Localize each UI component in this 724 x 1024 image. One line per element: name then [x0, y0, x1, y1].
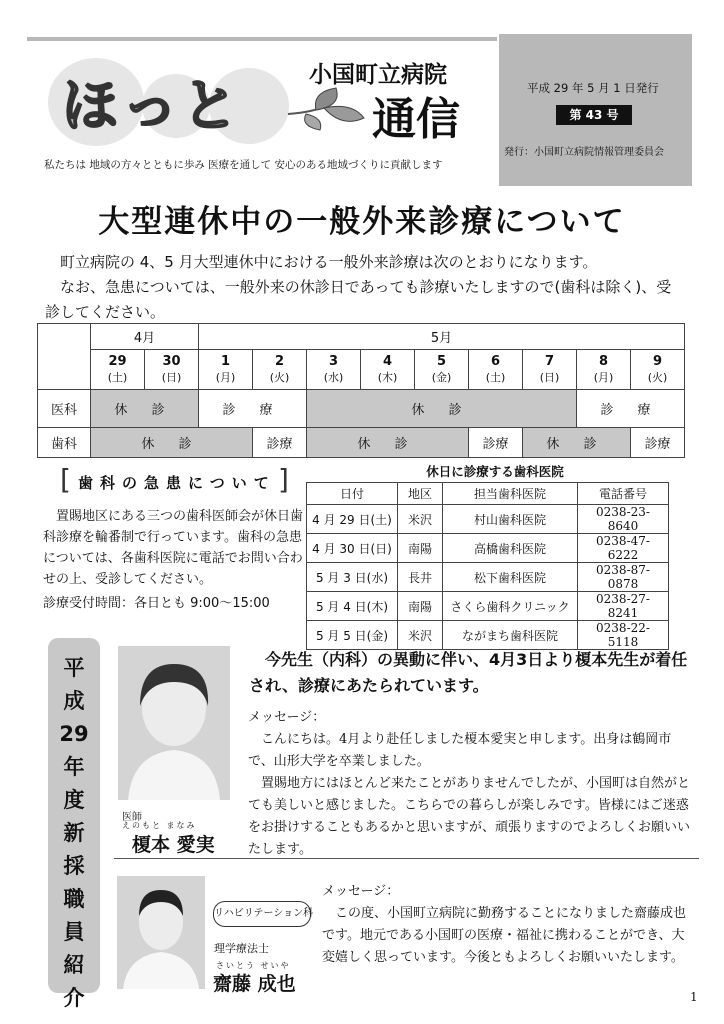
clinic-phone: 0238-27-8241 [578, 592, 669, 621]
day-date: 30 [162, 354, 181, 369]
table-row [307, 592, 669, 621]
dental-hours: 診療受付時間：各日とも 9:00～15:00 [43, 596, 270, 611]
bracket-left: [ [60, 463, 71, 496]
medical-closed-apr29-30: 休 診 [91, 390, 199, 428]
therapist-name: 齋藤 成也 [213, 973, 296, 995]
therapist-message-label: メッセージ： [322, 884, 400, 899]
therapist-message: この度、小国町立病院に勤務することになりました齋藤成也です。地元である小国町の医療・福祉に携わることができ、大変嬉しく思っています。今後ともよろしくお願いいたします。 [322, 906, 687, 965]
day-of-week: (金) [431, 371, 452, 384]
month-april: 4月 [91, 324, 199, 350]
page-title: 大型連休中の一般外来診療について [98, 204, 626, 240]
intro-line-2: なお、急患については、一般外来の休診日であっても診療いたしますので(歯科は除く)、受診してください。 [45, 278, 672, 321]
row-label-medical: 医科 [38, 390, 91, 428]
clinic-name: ながまち歯科医院 [443, 621, 578, 650]
staff-banner-text: 平 成 29 年 度 新 採 職 員 紹 介 [59, 656, 89, 1010]
table-row [307, 505, 669, 534]
day-date: 8 [598, 354, 609, 369]
day-date: 9 [652, 354, 663, 369]
day-date: 4 [382, 354, 393, 369]
clinic-area: 米沢 [398, 621, 443, 650]
clinic-name: 村山歯科医院 [443, 505, 578, 534]
publisher: 発行：小国町立病院情報管理委員会 [504, 147, 664, 158]
col-header-area: 地区 [398, 483, 443, 505]
doctor-message-p1: こんにちは。4月より赴任しました榎本愛実と申します。出身は鶴岡市で、山形大学を卒業しました。 [248, 732, 672, 769]
clinic-date: 5 月 4 日(木) [307, 592, 398, 621]
newsletter-name: 通信 [372, 94, 460, 145]
day-of-week: (土) [485, 371, 506, 384]
clinic-area: 南陽 [398, 534, 443, 563]
dental-open-may2: 診療 [253, 428, 307, 458]
month-may: 5月 [199, 324, 685, 350]
clinic-name: さくら歯科クリニック [443, 592, 578, 621]
table-corner [38, 324, 91, 390]
doctor-message-label: メッセージ： [248, 710, 326, 725]
doctor-name-ruby: えのもと まなみ [122, 821, 197, 830]
table-row [307, 563, 669, 592]
clinic-phone: 0238-22-5118 [578, 621, 669, 650]
clinic-area: 米沢 [398, 505, 443, 534]
day-date: 29 [108, 354, 127, 369]
doctor-message [248, 729, 696, 861]
day-cell [631, 350, 685, 390]
clinic-area: 長井 [398, 563, 443, 592]
leaf-icon [286, 84, 368, 134]
logo-text: ほっと [62, 74, 242, 139]
day-of-week: (木) [377, 371, 398, 384]
day-cell [361, 350, 415, 390]
day-cell [523, 350, 577, 390]
day-date: 5 [436, 354, 447, 369]
day-of-week: (水) [323, 371, 344, 384]
therapist-name-ruby: さいとう せいや [216, 961, 291, 970]
doctor-photo [118, 646, 230, 800]
day-date: 2 [274, 354, 285, 369]
dental-closed-may3-5: 休 診 [307, 428, 469, 458]
day-date: 6 [490, 354, 501, 369]
hospital-name: 小国町立病院 [309, 62, 447, 88]
clinic-name: 松下歯科医院 [443, 563, 578, 592]
dental-closed-may7-8: 休 診 [523, 428, 631, 458]
bracket-right: ] [278, 463, 289, 496]
clinic-area: 南陽 [398, 592, 443, 621]
dental-closed-apr29-may1: 休 診 [91, 428, 253, 458]
day-date: 3 [328, 354, 339, 369]
day-cell [253, 350, 307, 390]
dental-open-may6: 診療 [469, 428, 523, 458]
day-cell [307, 350, 361, 390]
dental-emergency-title: 歯科の急患について [78, 474, 276, 492]
medical-closed-may3-7: 休 診 [307, 390, 577, 428]
table-row [307, 534, 669, 563]
clinic-date: 5 月 5 日(金) [307, 621, 398, 650]
day-cell [91, 350, 145, 390]
day-cell [415, 350, 469, 390]
page-number: 1 [690, 990, 698, 1004]
col-header-clinic: 担当歯科医院 [443, 483, 578, 505]
clinic-table-title: 休日に診療する歯科医院 [426, 464, 564, 479]
col-header-phone: 電話番号 [578, 483, 669, 505]
clinic-phone: 0238-87-0878 [578, 563, 669, 592]
day-cell [577, 350, 631, 390]
day-of-week: (火) [269, 371, 290, 384]
medical-open-may8-9: 診 療 [577, 390, 685, 428]
day-cell [469, 350, 523, 390]
intro-paragraph [45, 250, 685, 325]
day-of-week: (日) [161, 371, 182, 384]
dental-open-may9: 診療 [631, 428, 685, 458]
day-of-week: (日) [539, 371, 560, 384]
medical-open-may1-2: 診 療 [199, 390, 307, 428]
clinic-date: 5 月 3 日(水) [307, 563, 398, 592]
divider [114, 858, 699, 859]
holiday-schedule-table [37, 323, 685, 458]
day-date: 7 [544, 354, 555, 369]
clinic-phone: 0238-47-6222 [578, 534, 669, 563]
issue-date: 平成 29 年 5 月 1 日発行 [527, 81, 659, 95]
holiday-clinic-table [306, 482, 669, 650]
table-row [307, 621, 669, 650]
intro-line-1: 町立病院の 4、5 月大型連休中における一般外来診療は次のとおりになります。 [60, 253, 598, 271]
issue-number-badge: 第 43 号 [556, 105, 632, 125]
doctor-name: 榎本 愛実 [132, 834, 215, 856]
day-of-week: (月) [215, 371, 236, 384]
row-label-dental: 歯科 [38, 428, 91, 458]
clinic-date: 4 月 29 日(土) [307, 505, 398, 534]
day-cell [199, 350, 253, 390]
day-of-week: (土) [107, 371, 128, 384]
doctor-message-p2: 置賜地方にはほとんど来たことがありませんでしたが、小国町は自然がとても美しいと感じました。こちらでの暮らしが楽しみです。皆様にはご迷惑をお掛けすることもあるかと思いますが、頑張りますのでよろしくお願いいたします。 [248, 776, 691, 857]
col-header-date: 日付 [307, 483, 398, 505]
staff-announcement: 今先生（内科）の異動に伴い、4月3日より榎本先生が着任され、診療にあたられています。 [249, 650, 688, 695]
clinic-date: 4 月 30 日(日) [307, 534, 398, 563]
department-badge: リハビリテーション科 [213, 901, 311, 927]
clinic-name: 高橋歯科医院 [443, 534, 578, 563]
dental-emergency-body: 置賜地区にある三つの歯科医師会が休日歯科診療を輪番制で行っています。歯科の急患については、各歯科医院に電話でお問い合わせの上、受診してください。 [43, 509, 304, 587]
day-date: 1 [220, 354, 231, 369]
motto: 私たちは 地域の方々とともに歩み 医療を通して 安心のある地域づくりに貢献します [44, 159, 443, 171]
doctor-role: 医師 [122, 812, 142, 823]
day-of-week: (月) [593, 371, 614, 384]
day-row [38, 350, 685, 390]
clinic-phone: 0238-23-8640 [578, 505, 669, 534]
therapist-role: 理学療法士 [214, 942, 269, 955]
therapist-photo [117, 876, 205, 989]
day-of-week: (火) [647, 371, 668, 384]
day-cell [145, 350, 199, 390]
